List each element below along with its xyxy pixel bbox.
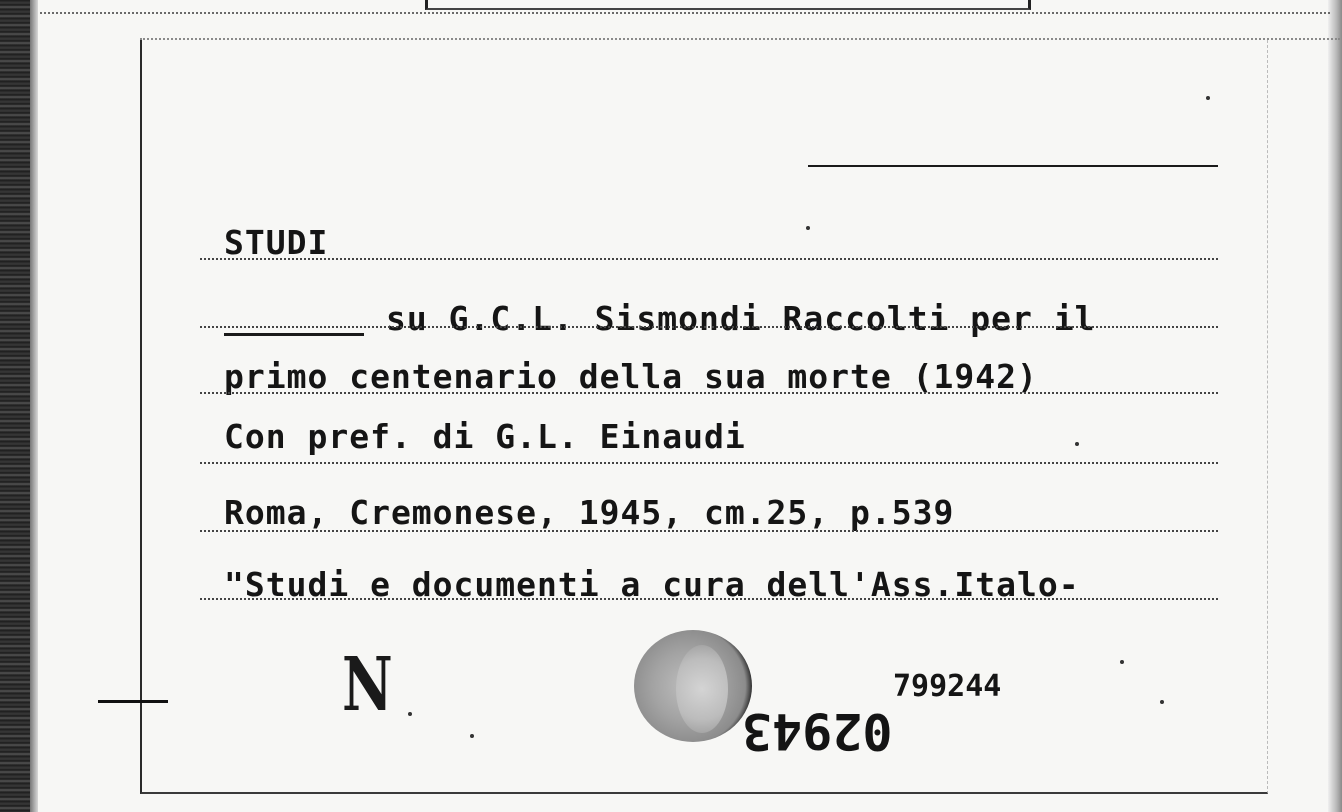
ruled-line-3 [200,392,1218,394]
card-line-series: "Studi e documenti a cura dell'Ass.Italo- [224,565,1080,604]
card-line-title: su G.C.L. Sismondi Raccolti per il [386,299,1096,338]
card-line-preface: Con pref. di G.L. Einaudi [224,417,746,456]
heading-rule [808,165,1218,167]
margin-tick [98,700,168,703]
card-heading: STUDI [224,223,329,262]
ruled-line-6 [200,598,1218,600]
scan-speck [1075,442,1079,446]
card-line-imprint: Roma, Cremonese, 1945, cm.25, p.539 [224,493,955,532]
card-top-tab [425,0,1031,10]
ruled-line-5 [200,530,1218,532]
punch-hole-center [676,645,728,733]
scan-speck [806,226,810,230]
ruled-line-1 [200,258,1218,260]
ruled-line-4 [200,462,1218,464]
ruled-line-2 [200,326,1218,328]
scan-left-edge [0,0,30,812]
top-dotted-rule [40,12,1330,14]
scan-speck [1120,660,1124,664]
title-blank-dash [224,333,364,336]
scan-right-edge [1328,0,1342,812]
inverted-stamp-number: 02943 [742,702,893,760]
scan-speck [1160,700,1164,704]
inventory-number: 799244 [893,669,1002,704]
stamp-letter-n: N [342,642,393,728]
scan-left-shadow [30,0,38,812]
scan-speck [1206,96,1210,100]
scan-speck [470,734,474,738]
scan-speck [408,712,412,716]
card-line-centenary: primo centenario della sua morte (1942) [224,357,1038,396]
